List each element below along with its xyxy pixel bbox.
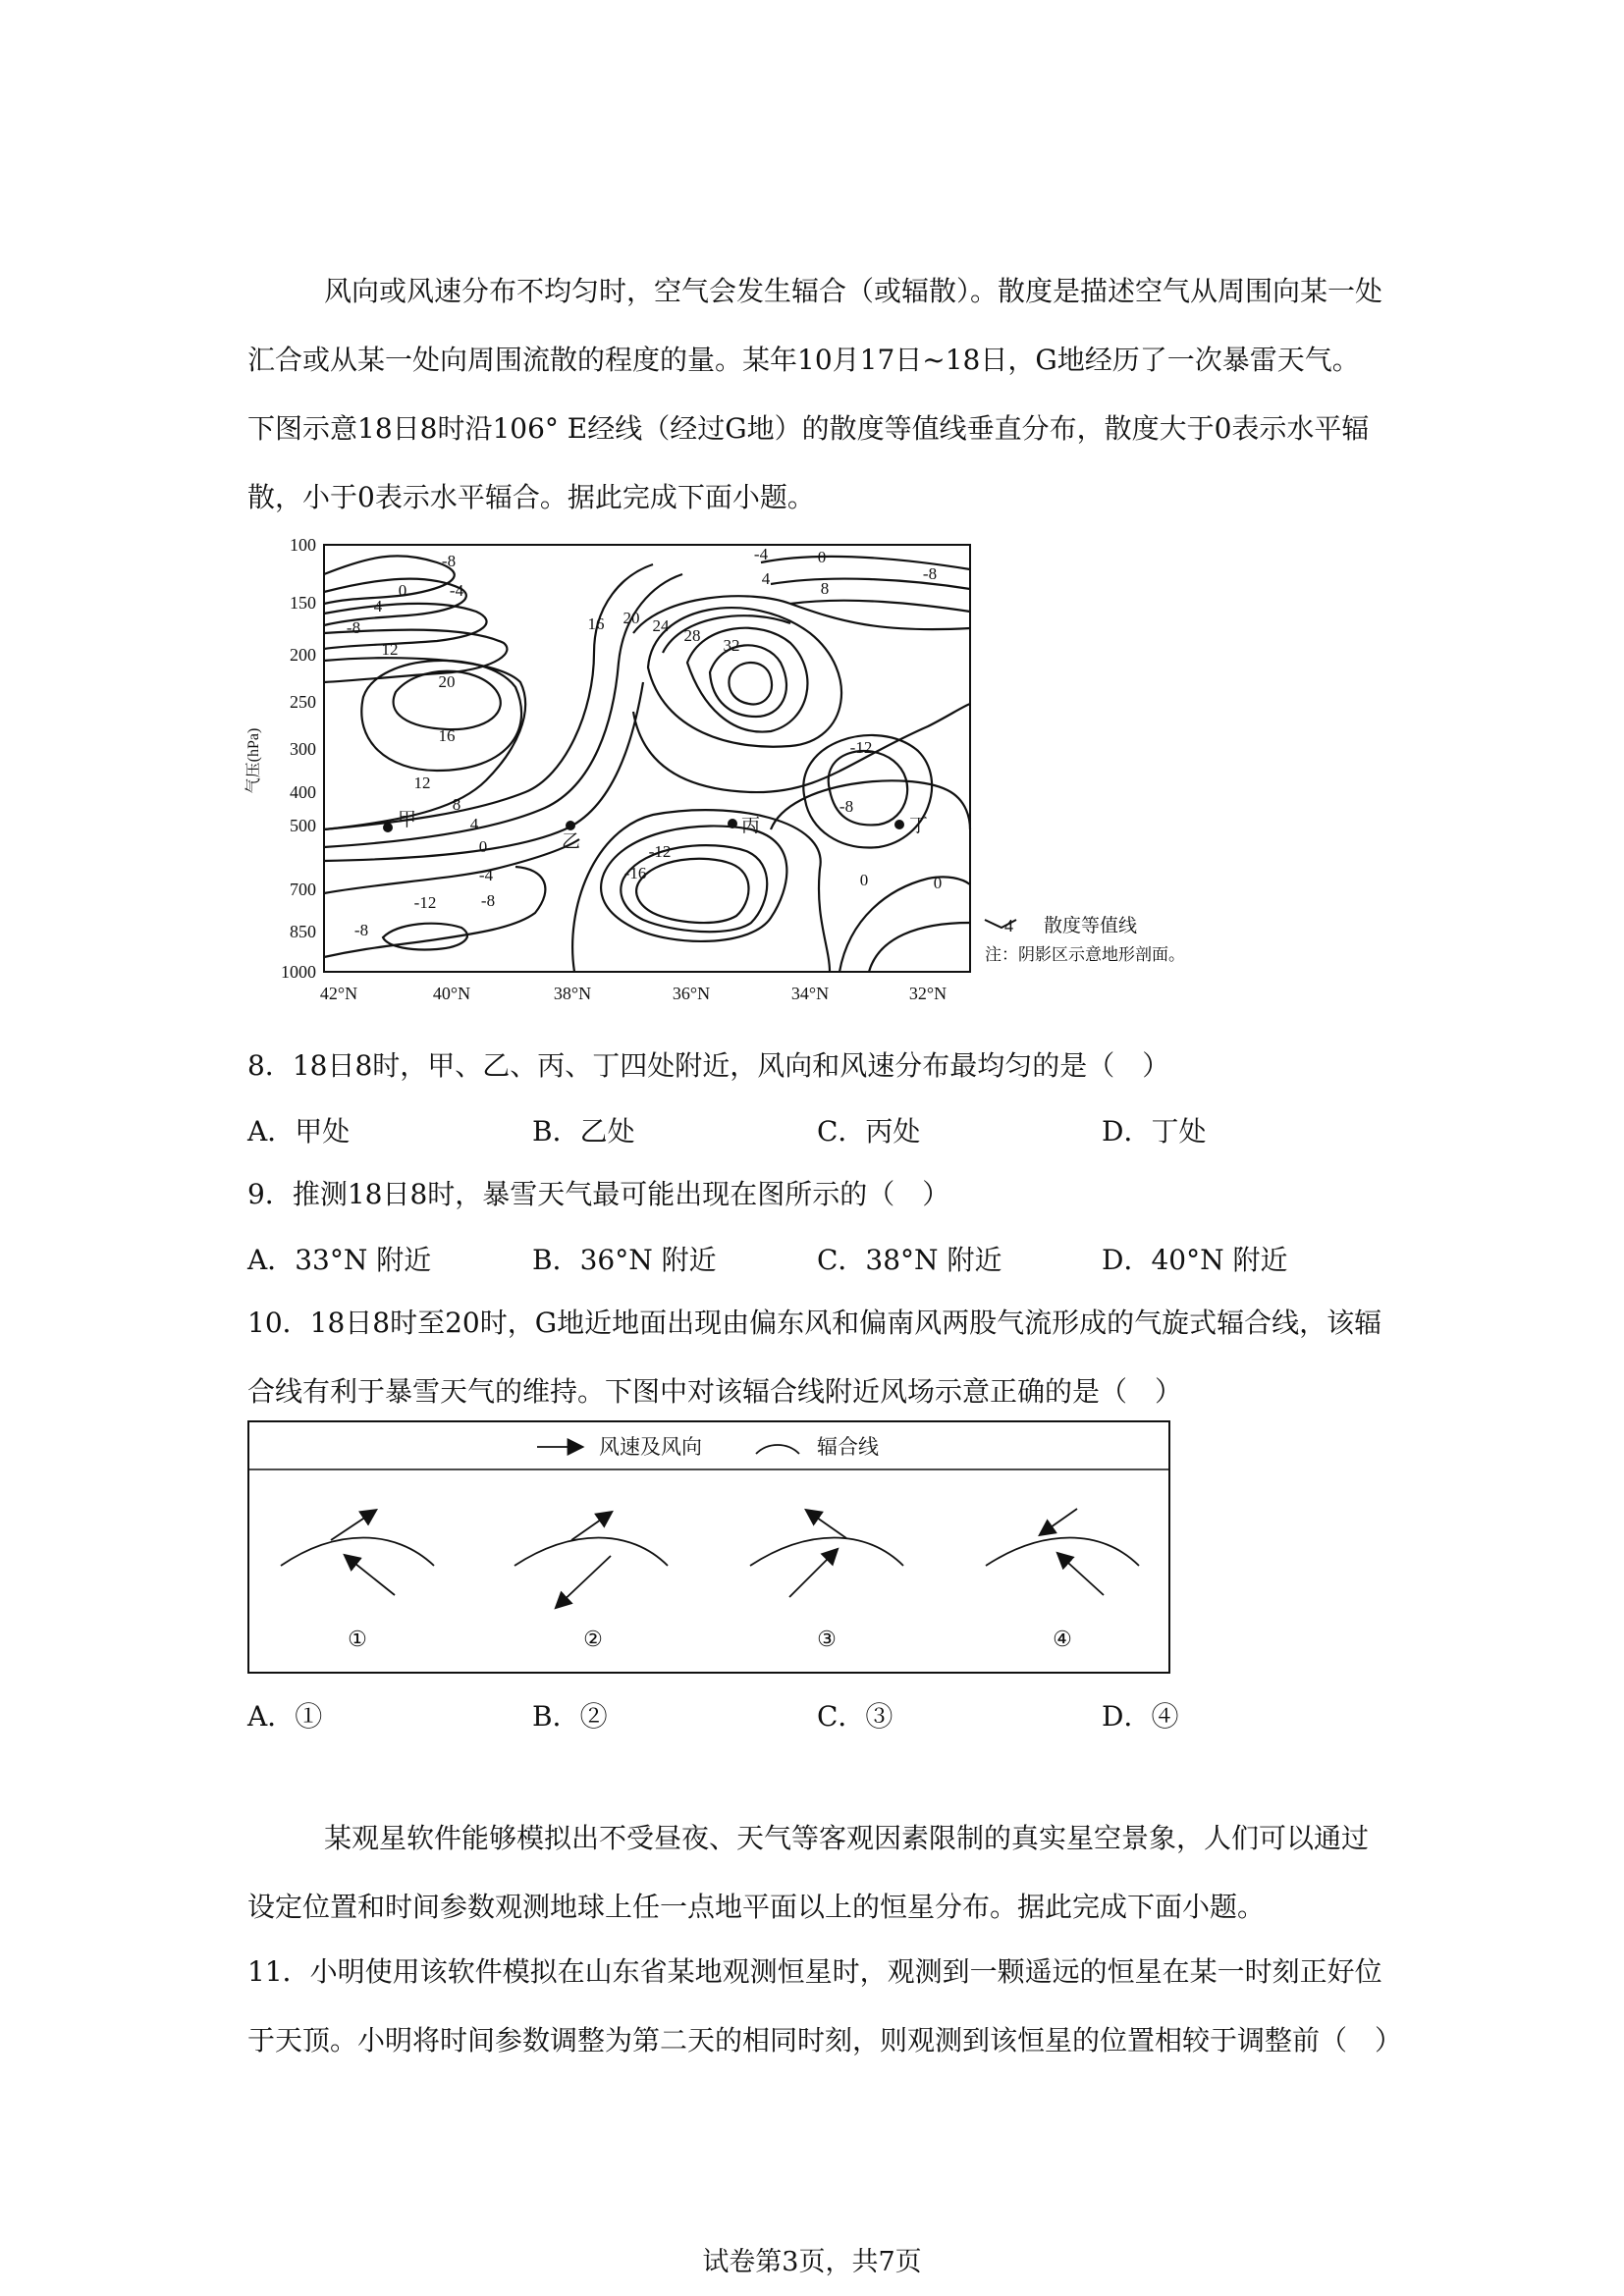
y-tick: 700 — [290, 880, 316, 899]
option-c[interactable]: C．丙处 — [817, 1115, 921, 1148]
contour-label: 24 — [652, 616, 670, 635]
legend-wind-text: 风速及风向 — [599, 1435, 702, 1459]
y-axis-title: 气压(hPa) — [245, 727, 262, 794]
contour-label: 12 — [381, 640, 399, 659]
contour-label: -4 — [478, 866, 494, 884]
option-a[interactable]: A．① — [247, 1700, 323, 1733]
option-c[interactable]: C．③ — [817, 1700, 893, 1733]
y-tick: 1000 — [281, 962, 316, 982]
point-bing: 丙 — [741, 816, 761, 836]
y-tick: 400 — [290, 782, 316, 802]
contour-label: 8 — [452, 795, 461, 814]
option-c[interactable]: C．38°N 附近 — [817, 1244, 1002, 1276]
panel-label-4: ④ — [1053, 1627, 1072, 1651]
legend-line-text: 辐合线 — [817, 1435, 879, 1459]
contour-label: 20 — [438, 672, 456, 691]
option-b[interactable]: B．36°N 附近 — [532, 1244, 717, 1276]
panel-label-2: ② — [583, 1627, 603, 1651]
contour-label: 16 — [587, 614, 605, 633]
point-ding: 丁 — [909, 816, 929, 836]
contour-label: -8 — [922, 564, 938, 583]
q8-options — [247, 1096, 1386, 1161]
y-tick: 100 — [290, 535, 316, 555]
point-yi: 乙 — [562, 831, 581, 852]
contour-label: 28 — [683, 626, 701, 645]
wind-field-figure — [247, 1420, 1170, 1676]
point-jia: 甲 — [398, 810, 417, 830]
option-a[interactable]: A．甲处 — [247, 1115, 351, 1148]
y-tick: 500 — [290, 816, 316, 835]
contour-label: 12 — [413, 774, 431, 792]
contour-label: -8 — [839, 797, 854, 816]
legend-text: 散度等值线 — [1044, 916, 1138, 936]
contour-label: 4 — [469, 815, 479, 833]
contour-label: 0 — [859, 871, 869, 889]
option-b[interactable]: B．乙处 — [532, 1115, 635, 1148]
contour-label: -12 — [648, 842, 672, 861]
contour-label: 0 — [478, 837, 488, 856]
panel-label-3: ③ — [817, 1627, 837, 1651]
option-b[interactable]: B．② — [532, 1700, 608, 1733]
q10-options — [247, 1682, 1386, 1746]
legend-convergence-symbol — [756, 1445, 799, 1454]
y-tick: 150 — [290, 593, 316, 613]
contour-label: 4 — [373, 597, 383, 615]
page-footer: 试卷第3页，共7页 — [702, 2247, 922, 2277]
option-d[interactable]: D．丁处 — [1102, 1115, 1207, 1148]
contour-label: 0 — [398, 581, 407, 600]
q9-stem: 9．推测18日8时，暴雪天气最可能出现在图所示的（ ） — [247, 1178, 950, 1210]
y-tick: 300 — [290, 739, 316, 759]
panel-label-1: ① — [348, 1627, 367, 1651]
contour-label: -4 — [753, 545, 769, 563]
y-tick: 200 — [290, 645, 316, 665]
y-tick: 850 — [290, 922, 316, 941]
contour-label: -12 — [849, 738, 873, 757]
contour-label: -4 — [449, 581, 464, 600]
q9-options — [247, 1225, 1386, 1290]
contour-label: -8 — [480, 891, 496, 910]
option-d[interactable]: D．④ — [1102, 1700, 1179, 1733]
passage-1: 风向或风速分布不均匀时，空气会发生辐合（或辐散）。散度是描述空气从周围向某一处汇合或从某一处向周围流散的程度的量。某年10月17日~18日，G地经历了一次暴雷天气。下图示意18日8时沿106° E经线（经过G地）的散度等值线垂直分布，散度大于0表示水平辐散，小于0表示水平辐合。据此完成下面小题。 — [247, 275, 1383, 513]
q8-stem: 8．18日8时，甲、乙、丙、丁四处附近，风向和风速分布最均匀的是（ ） — [247, 1049, 1170, 1082]
contour-label: -8 — [353, 921, 369, 939]
contour-label: 0 — [817, 548, 827, 566]
contour-label: 8 — [820, 579, 830, 598]
contour-label: 0 — [933, 874, 943, 892]
option-d[interactable]: D．40°N 附近 — [1102, 1244, 1288, 1276]
contour-label: 4 — [761, 569, 771, 588]
x-tick: 38°N — [553, 984, 592, 1003]
contour-label: -8 — [441, 552, 457, 570]
passage-2: 某观星软件能够模拟出不受昼夜、天气等客观因素限制的真实星空景象，人们可以通过设定位置和时间参数观测地球上任一点地平面以上的恒星分布。据此完成下面小题。 — [247, 1822, 1370, 1923]
contour-label: 16 — [438, 726, 456, 745]
contour-label: -16 — [623, 864, 647, 882]
x-tick: 32°N — [908, 984, 947, 1003]
x-tick: 36°N — [672, 984, 711, 1003]
contour-label: -8 — [346, 618, 361, 637]
x-tick: 40°N — [432, 984, 471, 1003]
contour-label: -12 — [413, 893, 437, 912]
y-tick: 250 — [290, 692, 316, 712]
figure-note: 注：阴影区示意地形剖面。 — [985, 945, 1185, 964]
x-tick: 34°N — [790, 984, 830, 1003]
divergence-contour-figure — [241, 535, 1262, 1026]
legend-value: 4 — [1004, 916, 1013, 935]
option-a[interactable]: A．33°N 附近 — [247, 1244, 432, 1276]
x-tick: 42°N — [319, 984, 358, 1003]
contour-label: 20 — [623, 609, 640, 627]
q11-stem: 11．小明使用该软件模拟在山东省某地观测恒星时，观测到一颗遥远的恒星在某一时刻正好位于天顶。小明将时间参数调整为第二天的相同时刻，则观测到该恒星的位置相较于调整前（ ） — [247, 1955, 1403, 2056]
contour-label: 32 — [723, 636, 740, 655]
q10-stem: 10．18日8时至20时，G地近地面出现由偏东风和偏南风两股气流形成的气旋式辐合线，该辐合线有利于暴雪天气的维持。下图中对该辐合线附近风场示意正确的是（ ） — [247, 1307, 1382, 1408]
